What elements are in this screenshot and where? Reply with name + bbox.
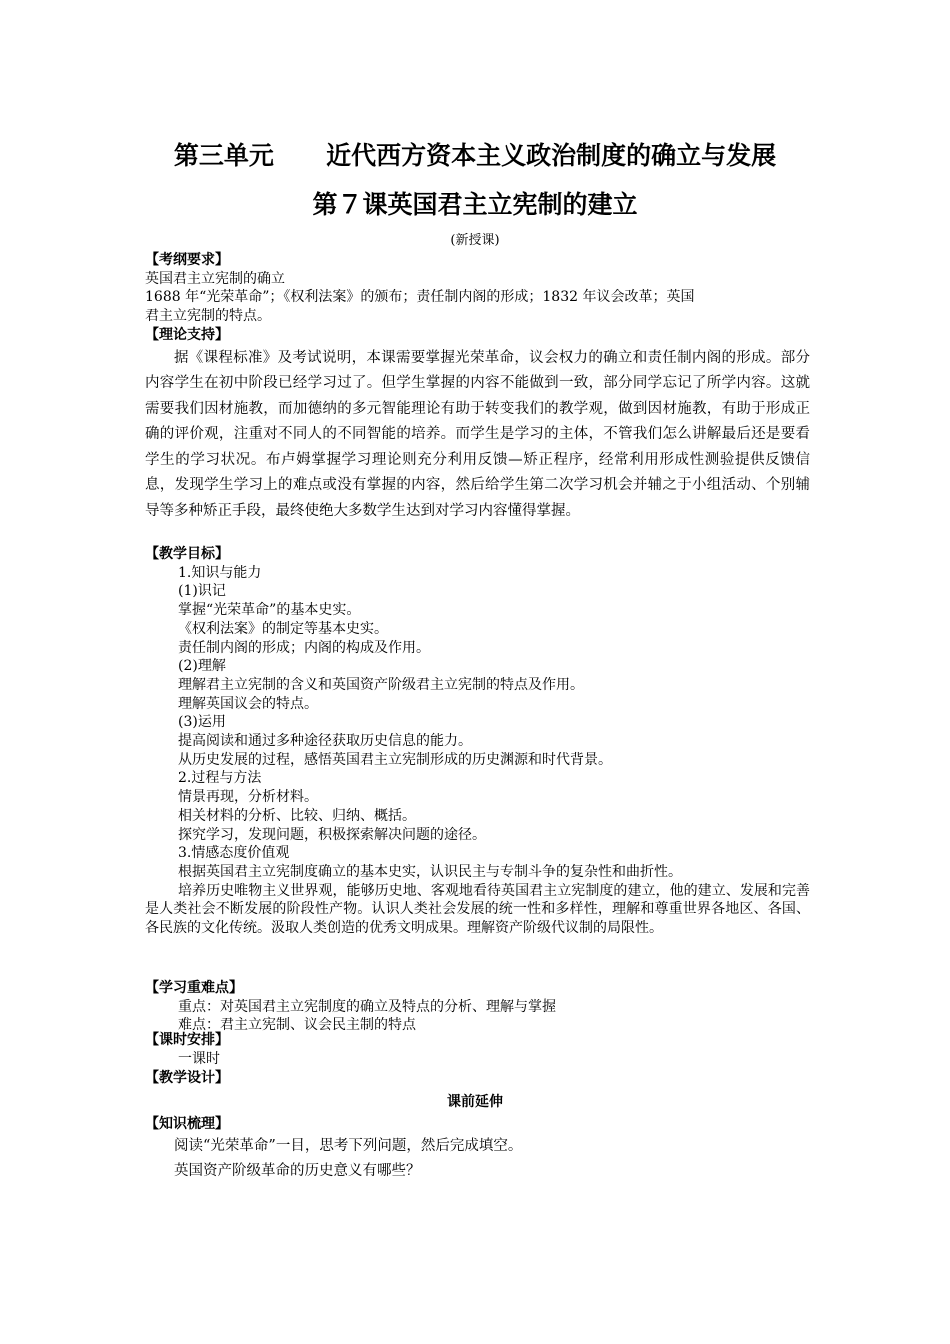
section-heading: 【课时安排】 <box>145 1032 229 1048</box>
lesson-type-subtitle: (新授课) <box>450 233 500 248</box>
text-line: 难点：君主立宪制、议会民主制的特点 <box>178 1017 416 1034</box>
text-line: 英国君主立宪制的确立 <box>145 270 285 287</box>
section-keshi <box>145 1031 810 1068</box>
section-shuli <box>145 1115 810 1185</box>
section-heading: 【教学设计】 <box>145 1070 229 1086</box>
text-line: 阅读“光荣革命”一目，思考下列问题，然后完成填空。 <box>174 1137 523 1154</box>
text-line: 相关材料的分析、比较、归纳、概括。 <box>178 807 416 824</box>
body-paragraph: 培养历史唯物主义世界观，能够历史地、客观地看待英国君主立宪制度的建立，他的建立、发展和完善是人类社会不断发展的阶段性产物。认识人类社会发展的统一性和多样性，理解和尊重世界各地区、各国、各民族的文化传统。汲取人类创造的优秀文明成果。理解资产阶级代议制的局限性。 <box>145 882 810 937</box>
text-line: 君主立宪制的特点。 <box>145 308 271 325</box>
text-line: 1688 年“光荣革命”；《权利法案》的颁布；责任制内阁的形成；1832 年议会改革；英国 <box>145 289 695 306</box>
text-line: 提高阅读和通过多种途径获取历史信息的能力。 <box>178 733 472 750</box>
section-zhongnan <box>145 979 810 1035</box>
section-mubiao <box>145 545 810 938</box>
text-line: 从历史发展的过程，感悟英国君主立宪制形成的历史渊源和时代背景。 <box>178 751 612 768</box>
section-lilun <box>145 326 810 524</box>
section-kaogang <box>145 251 810 326</box>
section-heading: 【理论支持】 <box>145 327 229 343</box>
section-heading: 【考纲要求】 <box>145 252 229 268</box>
unit-title: 第三单元 近代西方资本主义政治制度的确立与发展 <box>173 141 777 170</box>
text-line: 3.情感态度价值观 <box>178 845 290 862</box>
text-line: 理解君主立宪制的含义和英国资产阶级君主立宪制的特点及作用。 <box>178 676 584 693</box>
text-line: (2)理解 <box>178 658 226 675</box>
text-line: (3)运用 <box>178 714 226 731</box>
lesson-title: 第７课英国君主立宪制的建立 <box>312 190 638 219</box>
text-line: 重点：对英国君主立宪制度的确立及特点的分析、理解与掌握 <box>178 998 556 1015</box>
body-paragraph: 据《课程标准》及考试说明，本课需要掌握光荣革命，议会权力的确立和责任制内阁的形成。部分内容学生在初中阶段已经学习过了。但学生掌握的内容不能做到一致，部分同学忘记了所学内容。这就需要我们因材施教，而加德纳的多元智能理论有助于转变我们的教学观，做到因材施教，有助于形成正确的评价观，注重对不同人的不同智能的培养。而学生是学习的主体，不管我们怎么讲解最后还是要看学生的学习状况。布卢姆掌握学习理论则充分利用反馈—矫正程序，经常利用形成性测验提供反馈信息，发现学生学习上的难点或没有掌握的内容，然后给学生第二次学习机会并辅之于小组活动、个别辅导等多种矫正手段，最终使绝大多数学生达到对学习内容懂得掌握。 <box>145 349 810 519</box>
text-line: 《权利法案》的制定等基本史实。 <box>178 620 388 637</box>
text-line: 掌握“光荣革命”的基本史实。 <box>178 602 361 619</box>
section-sheji <box>145 1069 810 1088</box>
text-line: 责任制内阁的形成；内阁的构成及作用。 <box>178 639 430 656</box>
text-line: 1.知识与能力 <box>178 564 262 581</box>
text-line: (1)识记 <box>178 583 226 600</box>
text-line: 探究学习，发现问题，积极探索解决问题的途径。 <box>178 826 486 843</box>
text-line: 一课时 <box>178 1050 220 1067</box>
text-line: 根据英国君主立宪制度确立的基本史实，认识民主与专制斗争的复杂性和曲折性。 <box>178 863 682 880</box>
text-line: 英国资产阶级革命的历史意义有哪些？ <box>174 1163 421 1180</box>
text-line: 情景再现，分析材料。 <box>178 789 318 806</box>
section-heading: 【知识梳理】 <box>145 1116 229 1132</box>
section-heading: 【学习重难点】 <box>145 980 243 996</box>
pre-class-heading: 课前延伸 <box>447 1094 503 1110</box>
text-line: 理解英国议会的特点。 <box>178 695 318 712</box>
section-heading: 【教学目标】 <box>145 546 229 562</box>
text-line: 2.过程与方法 <box>178 770 262 787</box>
